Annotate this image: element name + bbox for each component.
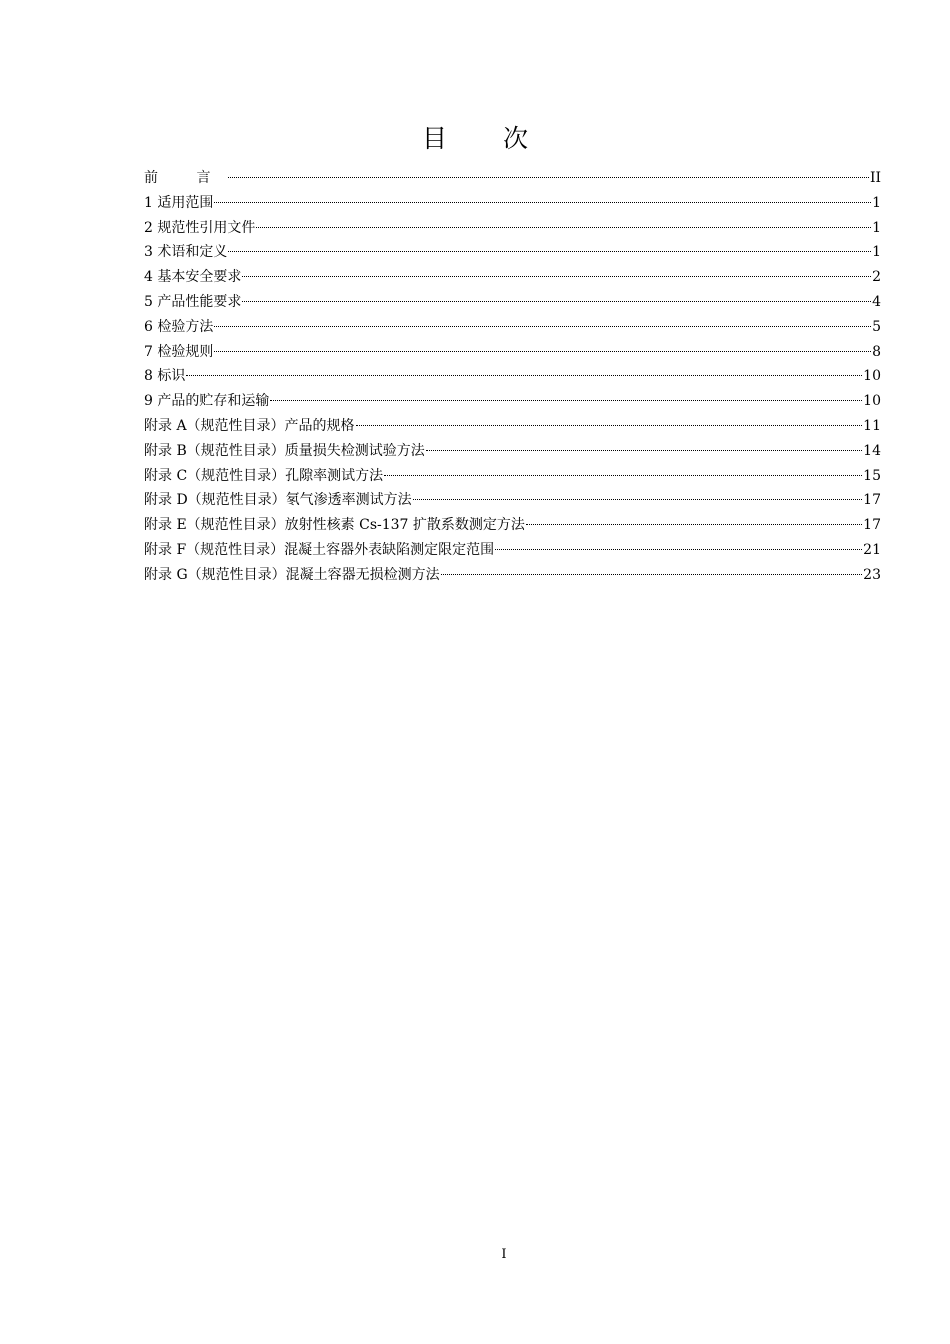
toc-dot-leader — [526, 523, 862, 525]
table-of-contents — [144, 166, 881, 588]
toc-dot-leader — [441, 573, 863, 575]
toc-dot-leader — [426, 449, 862, 451]
toc-entry[interactable] — [144, 439, 881, 464]
toc-entry[interactable] — [144, 414, 881, 439]
toc-entry[interactable] — [144, 389, 881, 414]
toc-entry[interactable] — [144, 315, 881, 340]
toc-entry-page: 8 — [872, 343, 881, 360]
toc-dot-leader — [270, 399, 862, 401]
toc-entry-page: 15 — [863, 467, 881, 484]
toc-entry-page: 1 — [872, 244, 881, 261]
toc-entry-label: 5 产品性能要求 — [144, 293, 242, 310]
toc-entry[interactable] — [144, 488, 881, 513]
toc-dot-leader — [214, 350, 871, 352]
toc-entry-page: 4 — [872, 293, 881, 310]
toc-dot-leader — [495, 548, 862, 550]
toc-entry[interactable] — [144, 290, 881, 315]
toc-dot-leader — [242, 275, 871, 277]
toc-entry-label: 2 规范性引用文件 — [144, 219, 256, 236]
toc-entry-page: 23 — [863, 566, 881, 583]
toc-entry-label: 4 基本安全要求 — [144, 269, 242, 286]
toc-entry-label: 6 检验方法 — [144, 318, 214, 335]
toc-dot-leader — [186, 374, 862, 376]
toc-entry-page: 10 — [863, 368, 881, 385]
toc-entry[interactable] — [144, 240, 881, 265]
toc-dot-leader — [214, 325, 871, 327]
toc-entry[interactable] — [144, 563, 881, 588]
toc-dot-leader — [242, 300, 871, 302]
toc-entry[interactable] — [144, 513, 881, 538]
toc-entry[interactable] — [144, 166, 881, 191]
toc-entry[interactable] — [144, 216, 881, 241]
toc-entry-label: 附录 C（规范性目录）孔隙率测试方法 — [144, 467, 384, 484]
toc-entry-label: 附录 A（规范性目录）产品的规格 — [144, 417, 355, 434]
toc-entry-label: 附录 E（规范性目录）放射性核素 Cs-137 扩散系数测定方法 — [144, 517, 525, 534]
toc-entry-page: 17 — [863, 517, 881, 534]
toc-entry[interactable] — [144, 364, 881, 389]
toc-entry-label: 附录 D（规范性目录）氡气渗透率测试方法 — [144, 492, 412, 509]
toc-entry-label: 3 术语和定义 — [144, 244, 228, 261]
toc-dot-leader — [413, 498, 862, 500]
toc-entry-page: 2 — [872, 269, 881, 286]
toc-entry[interactable] — [144, 538, 881, 563]
toc-entry-page: 1 — [872, 219, 881, 236]
toc-entry-label: 1 适用范围 — [144, 194, 214, 211]
toc-dot-leader — [384, 474, 862, 476]
toc-entry[interactable] — [144, 340, 881, 365]
toc-dot-leader — [228, 250, 871, 252]
toc-dot-leader — [228, 176, 868, 178]
toc-dot-leader — [356, 424, 863, 426]
toc-entry-label: 附录 G（规范性目录）混凝土容器无损检测方法 — [144, 566, 440, 583]
toc-entry-page: 1 — [872, 194, 881, 211]
toc-entry-page: 14 — [863, 442, 881, 459]
toc-entry[interactable] — [144, 265, 881, 290]
toc-entry[interactable] — [144, 191, 881, 216]
toc-entry-page: 11 — [863, 417, 881, 434]
page-number: I — [501, 1247, 507, 1262]
toc-entry-label: 附录 B（规范性目录）质量损失检测试验方法 — [144, 442, 425, 459]
toc-entry-page: 5 — [872, 318, 881, 335]
toc-entry-page: 21 — [863, 541, 881, 558]
toc-dot-leader — [256, 226, 871, 228]
toc-entry-page: 17 — [863, 492, 881, 509]
page-title: 目 次 — [422, 124, 552, 153]
toc-entry-page: II — [869, 170, 881, 186]
toc-entry[interactable] — [144, 464, 881, 489]
toc-entry-label: 附录 F（规范性目录）混凝土容器外表缺陷测定限定范围 — [144, 541, 495, 558]
toc-entry-page: 10 — [863, 393, 881, 410]
toc-entry-label: 8 标识 — [144, 368, 186, 385]
toc-dot-leader — [214, 201, 871, 203]
toc-entry-label: 7 检验规则 — [144, 343, 214, 360]
toc-entry-label: 9 产品的贮存和运输 — [144, 393, 270, 410]
toc-entry-label: 前 言 — [144, 170, 228, 186]
